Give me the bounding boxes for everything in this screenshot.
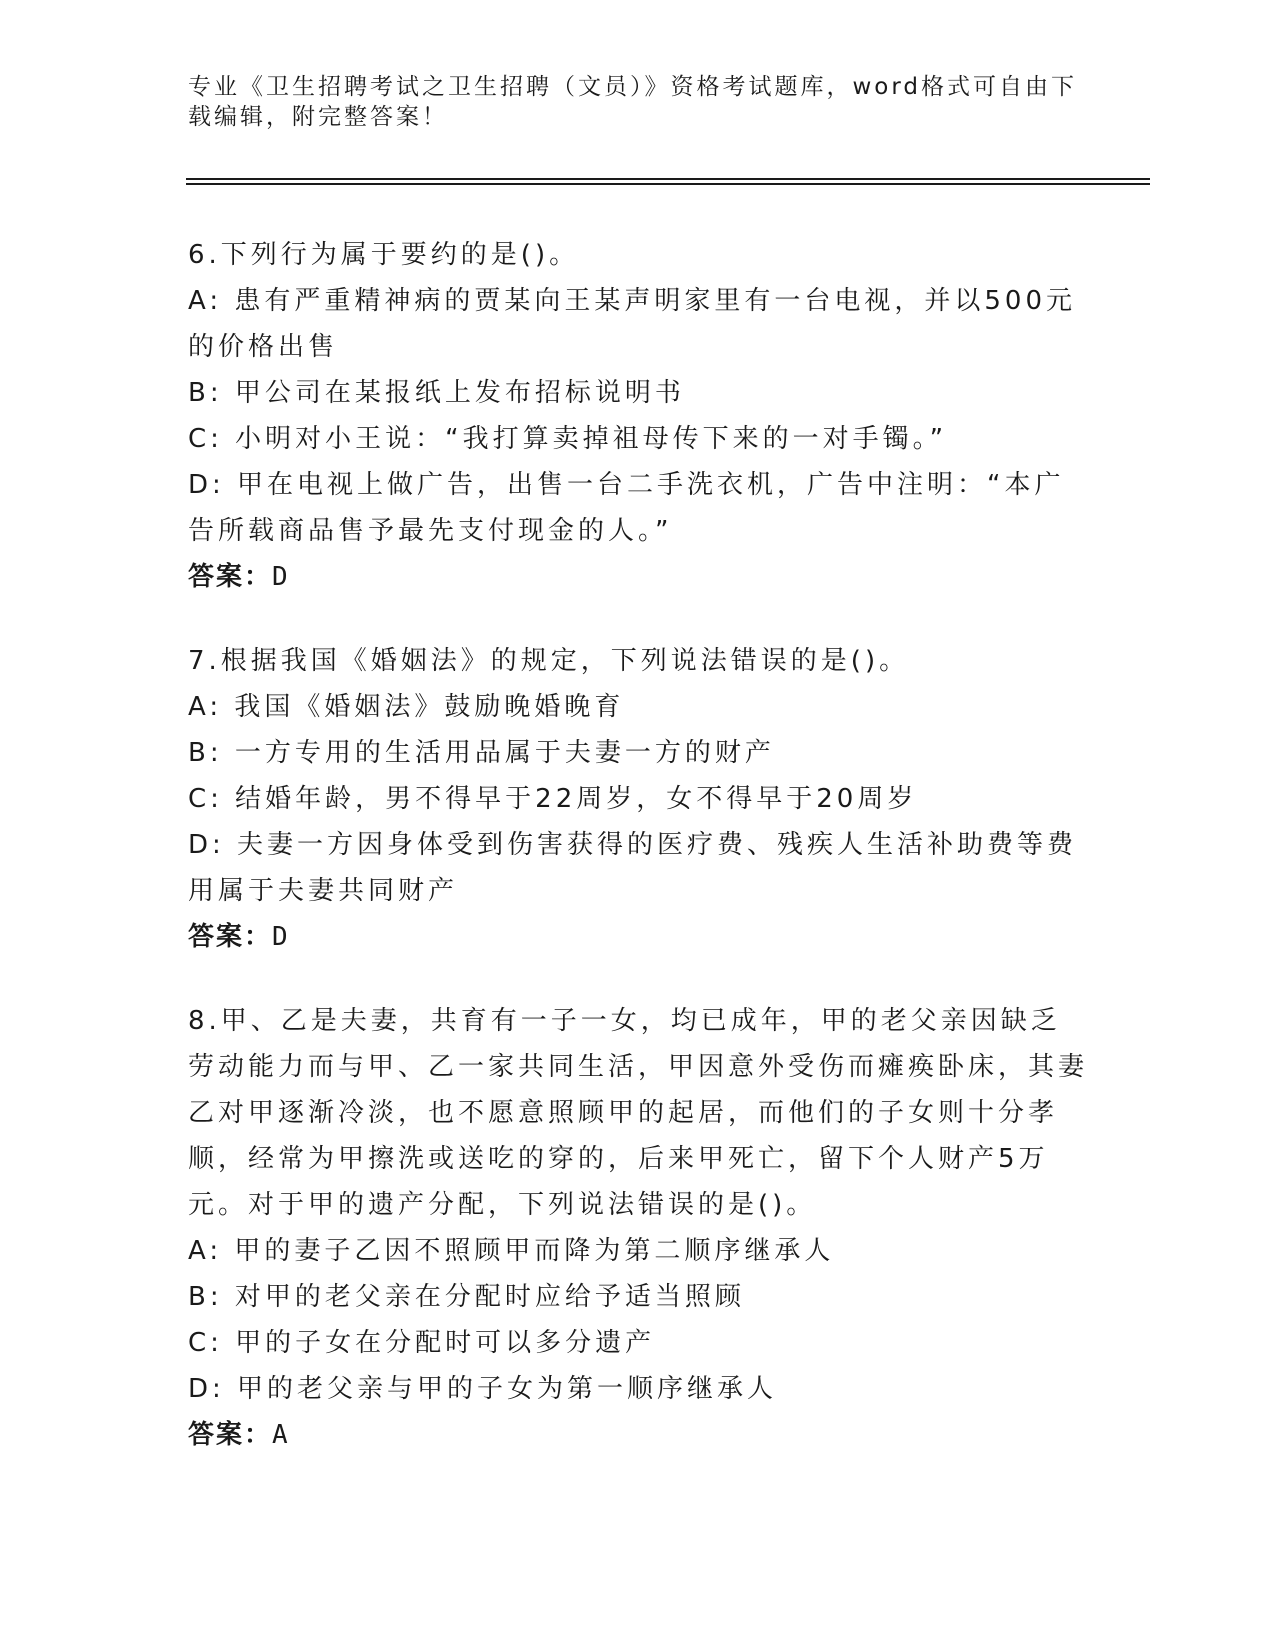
answer-label: 答案： [188,1420,273,1450]
option-b: B: 甲公司在某报纸上发布招标说明书 [188,378,685,408]
option-d: D: 甲的老父亲与甲的子女为第一顺序继承人 [188,1374,778,1404]
answer-value: A [272,1420,290,1450]
header-divider-bottom [186,183,1150,185]
option-c: C: 小明对小王说：“我打算卖掉祖母传下来的一对手镯。” [188,424,948,454]
question-stem: 8.甲、乙是夫妻，共育有一子一女，均已成年，甲的老父亲因缺乏劳动能力而与甲、乙一家共同生活，甲因意外受伤而瘫痪卧床，其妻乙对甲逐渐冷淡，也不愿意照顾甲的起居，而他们的子女则十分孝顺，经常为甲擦洗或送吃的穿的，后来甲死亡，留下个人财产5万元。对于甲的遗产分配，下列说法错误的是()。 [188,1006,1089,1220]
answer-label: 答案： [188,922,273,952]
option-c: C: 甲的子女在分配时可以多分遗产 [188,1328,656,1358]
answer-line [188,554,1088,600]
question-8 [188,998,1088,1458]
option-a: A: 甲的妻子乙因不照顾甲而降为第二顺序继承人 [188,1236,835,1266]
option-a: A: 我国《婚姻法》鼓励晚婚晚育 [188,692,625,722]
option-d: D: 甲在电视上做广告，出售一台二手洗衣机，广告中注明：“本广告所载商品售予最先支付现金的人。” [188,470,1065,546]
answer-line [188,1412,1088,1458]
option-a: A: 患有严重精神病的贾某向王某声明家里有一台电视，并以500元的价格出售 [188,286,1076,362]
option-b: B: 一方专用的生活用品属于夫妻一方的财产 [188,738,775,768]
question-6 [188,232,1088,600]
document-header: 专业《卫生招聘考试之卫生招聘（文员）》资格考试题库，word格式可自由下载编辑，附完整答案！ [188,74,1078,130]
question-stem: 6.下列行为属于要约的是()。 [188,240,580,270]
question-7 [188,638,1088,960]
option-b: B: 对甲的老父亲在分配时应给予适当照顾 [188,1282,745,1312]
answer-value: D [272,562,290,592]
answer-label: 答案： [188,562,273,592]
header-divider-top [186,178,1150,180]
option-c: C: 结婚年龄，男不得早于22周岁，女不得早于20周岁 [188,784,918,814]
question-list [188,232,1088,1496]
option-d: D: 夫妻一方因身体受到伤害获得的医疗费、残疾人生活补助费等费用属于夫妻共同财产 [188,830,1078,906]
answer-line [188,914,1088,960]
question-stem: 7.根据我国《婚姻法》的规定，下列说法错误的是()。 [188,646,910,676]
answer-value: D [272,922,290,952]
